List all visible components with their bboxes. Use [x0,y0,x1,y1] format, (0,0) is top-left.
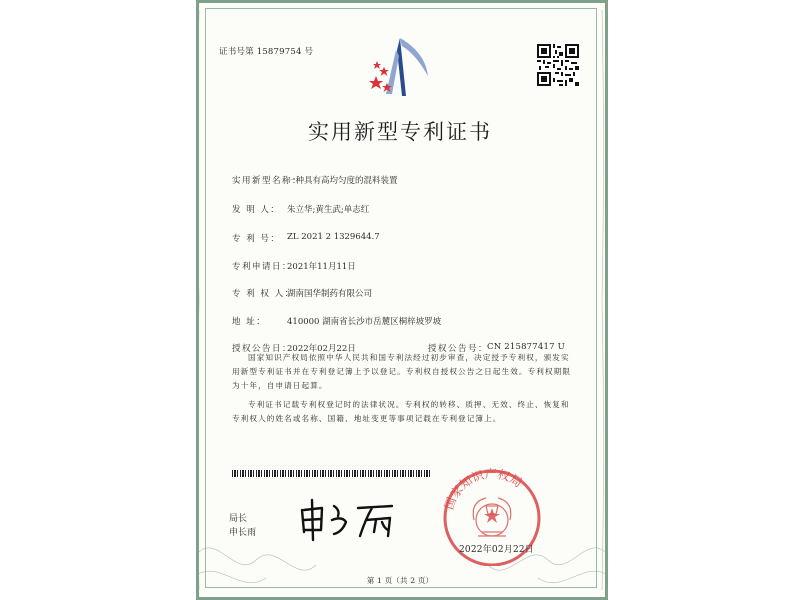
cert-no-label: 证书号第 [219,47,254,57]
seal-text: 国家知识产权局 [441,466,525,512]
field-value-application-date: 2021年11月11日 [287,262,356,272]
director-title: 局长 [229,514,248,524]
director-name: 申长雨 [229,528,257,538]
field-label-inventor: 发 明 人： [232,205,281,215]
field-value-address: 410000 湖南省长沙市岳麓区桐梓坡罗坡 [287,317,442,327]
cert-no-value: 15879754 [256,47,302,57]
cert-no-suffix: 号 [304,47,314,57]
field-value-inventor: 朱立华;黄生武;单志红 [287,205,370,215]
page-footer: 第 1 页（共 2 页） [366,576,434,585]
field-label-patent-number: 专 利 号： [232,234,281,244]
qr-code [537,44,579,86]
paragraph-legal-status: 专利证书记载专利权登记时的法律状况。专利权的转移、质押、无效、终止、恢复和专利权人的姓名或名称、国籍、地址变更等事项记载在专利登记簿上。 [232,400,570,423]
field-label-patentee: 专 利 权 人： [232,289,295,299]
grant-date-label: 授权公告日： [232,344,293,354]
barcode [232,470,430,477]
grant-number-label: 授权公告号： [428,344,489,354]
grant-date-value: 2022年02月22日 [287,344,356,354]
field-label-address: 地 址： [232,317,267,327]
seal-date: 2022年02月22日 [459,545,535,555]
grant-number-value: CN 215877417 U [487,342,565,352]
field-value-patentee: 湖南国华制药有限公司 [287,289,373,299]
field-value-utility-name: 一种具有高均匀度的混料装置 [287,176,398,186]
field-label-utility-name: 实用新型名称： [232,176,303,186]
certificate-title: 实用新型专利证书 [308,120,492,144]
field-value-patent-number: ZL 2021 2 1329644.7 [287,232,380,242]
paragraph-grant-statement: 国家知识产权局依照中华人民共和国专利法经过初步审查，决定授予专利权，颁发实用新型专利证书并在专利登记簿上予以登记。专利权自授权公告之日起生效。专利权期限为十年，自申请日起算。 [232,353,572,390]
patent-office-logo [366,36,432,98]
certificate-number [219,45,313,57]
field-label-application-date: 专利申请日： [232,262,293,272]
director-signature [296,496,406,542]
